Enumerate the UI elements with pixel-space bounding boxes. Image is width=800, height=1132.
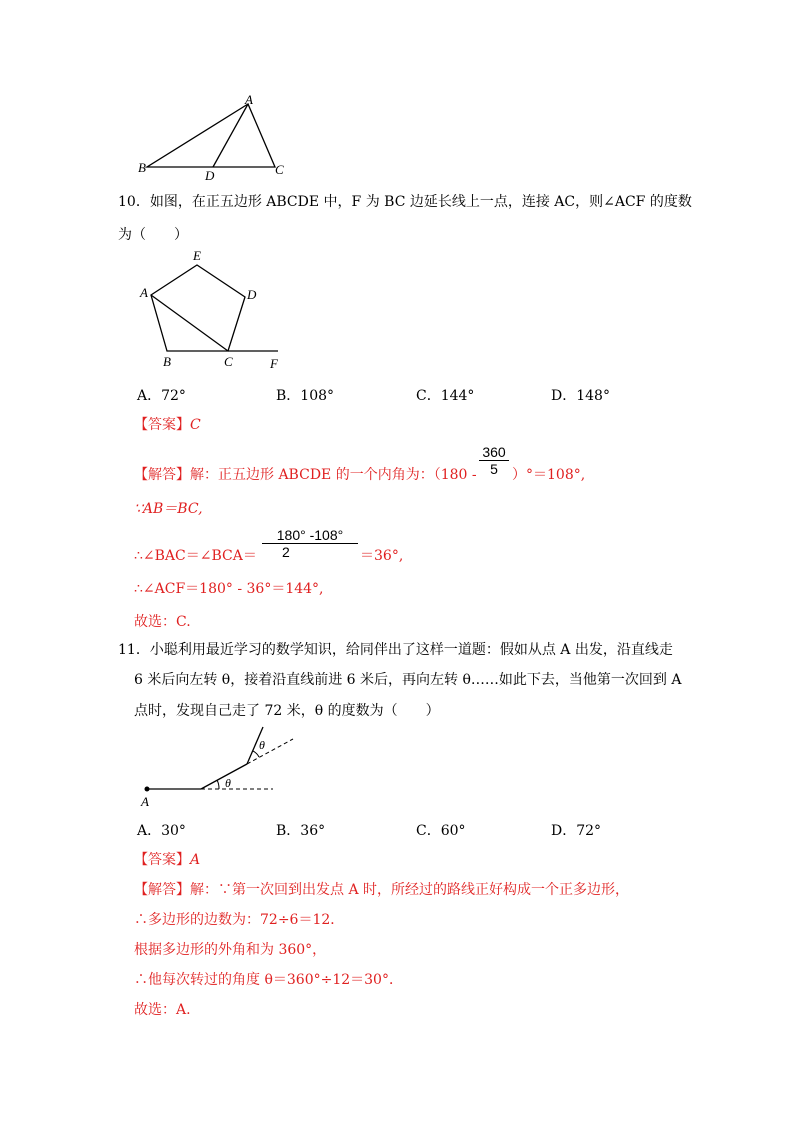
- label-a: A: [140, 285, 148, 300]
- solution-tag: 【解答】: [134, 467, 190, 483]
- q11-text-line2: 6 米后向左转 θ，接着沿直线前进 6 米后，再向左转 θ……如此下去，当他第一次回到 A: [134, 672, 682, 688]
- q10-option-d: D．148°: [551, 388, 610, 404]
- fraction-angle-diff-over-2: [262, 527, 358, 560]
- q11-solution-line1: [134, 881, 629, 899]
- label-a: A: [141, 794, 149, 809]
- theta-label-1: θ: [225, 776, 231, 790]
- solution-tag: 【解答】: [134, 882, 190, 898]
- triangle-abc: [147, 104, 275, 167]
- q10-solution-line2: ∵AB＝BC,: [134, 501, 203, 517]
- pentagon-abcde: [151, 265, 245, 351]
- pentagon-figure: [135, 245, 295, 375]
- solution-text: 解：正五边形 ABCDE 的一个内角为：（180 -: [190, 467, 477, 483]
- q10-option-c: C．144°: [416, 388, 475, 404]
- turning-path-figure: [135, 722, 305, 814]
- angle-arc-1: [217, 780, 219, 789]
- q10-solution-line4: ∴∠ACF＝180° - 36°＝144°,: [134, 581, 324, 597]
- label-f: F: [270, 356, 278, 371]
- q10-solution-line3-end: ＝36°,: [360, 548, 404, 564]
- q11-answer: [134, 851, 200, 869]
- q11-option-d: D．72°: [551, 823, 602, 839]
- segment-ac: [151, 295, 228, 351]
- segment-ad: [213, 104, 248, 167]
- fraction-numerator: 360: [482, 444, 506, 460]
- label-c: C: [224, 354, 233, 369]
- q11-solution-line5: 故选：A.: [134, 1002, 191, 1018]
- label-e: E: [193, 248, 201, 263]
- label-b: B: [138, 160, 146, 175]
- q11-option-a: A．30°: [137, 823, 186, 839]
- q10-solution-line3: ∴∠BAC＝∠BCA＝: [134, 548, 257, 564]
- answer-tag: 【答案】: [134, 852, 190, 868]
- q10-answer: [134, 416, 201, 434]
- answer-value: A: [190, 852, 201, 868]
- solution-text: 解：∵第一次回到出发点 A 时，所经过的路线正好构成一个正多边形，: [190, 882, 630, 898]
- label-a: A: [245, 92, 253, 107]
- fraction-360-over-5: [479, 444, 509, 477]
- label-c: C: [275, 162, 284, 177]
- q10-option-b: B．108°: [276, 388, 335, 404]
- q10-solution-line5: 故选：C.: [134, 614, 191, 630]
- q10-text-line2: 为（ ）: [118, 227, 188, 243]
- label-b: B: [163, 354, 171, 369]
- triangle-abd-figure: [135, 92, 295, 182]
- q11-text-line3: 点时，发现自己走了 72 米，θ 的度数为（ ）: [134, 703, 440, 719]
- q10-text-line1: 10．如图，在正五边形 ABCDE 中，F 为 BC 边延长线上一点，连接 AC，则∠ACF 的度数: [118, 194, 692, 210]
- answer-tag: 【答案】: [134, 417, 190, 433]
- label-d: D: [205, 168, 215, 182]
- q10-solution-line1-end: ）°＝108°,: [512, 467, 586, 483]
- fraction-numerator: 180° -108°: [276, 527, 344, 543]
- label-d: D: [247, 287, 257, 302]
- answer-value: C: [190, 417, 201, 433]
- fraction-denominator: 5: [490, 461, 498, 477]
- q11-text-line1: 11．小聪利用最近学习的数学知识，给同伴出了这样一道题：假如从点 A 出发，沿直线走: [118, 642, 673, 658]
- fraction-denominator: 2: [282, 544, 290, 560]
- q10-option-a: A．72°: [137, 388, 186, 404]
- q10-solution-line1: [134, 466, 477, 484]
- q11-solution-line3: 根据多边形的外角和为 360°，: [134, 942, 327, 958]
- q11-solution-line4: ∴他每次转过的角度 θ＝360°÷12＝30°．: [134, 972, 403, 988]
- q11-option-c: C．60°: [416, 823, 466, 839]
- path-segment-2: [201, 764, 247, 789]
- theta-label-2: θ: [259, 738, 265, 752]
- q11-solution-line2: ∴多边形的边数为：72÷6＝12．: [134, 912, 345, 928]
- q11-option-b: B．36°: [276, 823, 326, 839]
